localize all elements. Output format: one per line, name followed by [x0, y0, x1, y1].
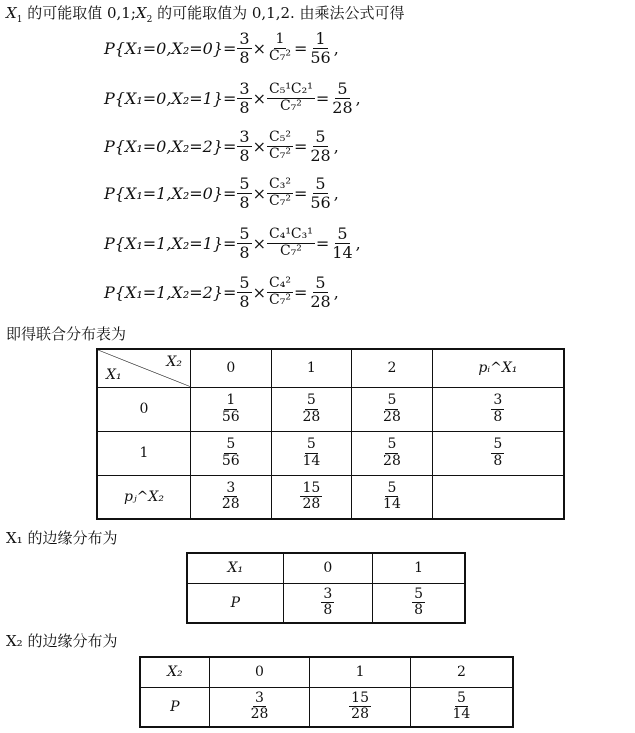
equation-lhs: P{X₁=1,X₂=2}=: [104, 282, 237, 302]
intro-text-1: 的可能取值 0,1;: [22, 4, 136, 22]
equals-sign: =: [293, 136, 308, 156]
joint-head-1: 1: [271, 349, 352, 387]
times-sign: ×: [252, 183, 266, 203]
fraction-numerator: 5: [414, 585, 424, 602]
fraction-denominator: 56: [310, 192, 331, 212]
intro-text-2: 的可能取值为 0,1,2. 由乘法公式可得: [152, 4, 405, 22]
equation-lhs: P{X₁=0,X₂=2}=: [104, 136, 237, 156]
m2-title: X₂ 的边缘分布为: [6, 632, 118, 650]
cell-fraction: [300, 393, 322, 425]
cell-fraction: [412, 587, 425, 619]
joint-head-2: 2: [352, 349, 433, 387]
marginal-header-row: [187, 553, 465, 583]
fraction-numerator: 15: [351, 689, 369, 706]
joint-cell: [191, 387, 272, 431]
equation-factor: [237, 30, 251, 66]
equals-sign: =: [293, 38, 308, 58]
fraction-numerator: 5: [306, 436, 316, 453]
joint-corner-cell: [97, 349, 191, 387]
equation-result: [330, 225, 354, 261]
fraction-numerator: 15: [302, 479, 321, 496]
joint-cell: [271, 387, 352, 431]
combination-fraction: [267, 276, 293, 308]
fraction-denominator: C₇²: [269, 47, 291, 64]
fraction-denominator: 28: [383, 452, 401, 469]
equation-result: [308, 30, 332, 66]
equation-comma: ,: [333, 282, 339, 302]
joint-row-label: 1: [97, 431, 191, 475]
equals-sign: =: [315, 88, 330, 108]
cell-fraction: [220, 481, 242, 513]
fraction-numerator: 3: [493, 392, 503, 409]
fraction-numerator: C₅¹C₂¹: [269, 81, 313, 98]
fraction-numerator: 5: [493, 436, 503, 453]
cell-fraction: [300, 481, 322, 513]
fraction-denominator: 56: [221, 452, 240, 469]
joint-title: 即得联合分布表为: [6, 325, 127, 343]
marginal-head-cell: 0: [283, 553, 373, 583]
fraction-denominator: 28: [310, 145, 331, 165]
fraction-denominator: C₇²: [269, 192, 291, 209]
equation-comma: ,: [333, 38, 339, 58]
fraction-numerator: 5: [387, 479, 397, 496]
joint-row-0: [97, 387, 564, 431]
fraction-numerator: 5: [239, 173, 250, 193]
equation-5: [104, 270, 339, 314]
equation-lhs: P{X₁=0,X₂=0}=: [104, 38, 237, 58]
marginal-head-cell: 2: [410, 657, 513, 687]
fraction-numerator: 3: [239, 126, 250, 146]
fraction-denominator: 8: [493, 452, 503, 469]
equation-comma: ,: [355, 88, 361, 108]
marginal-prob-cell: [283, 583, 373, 623]
fraction-denominator: 8: [323, 602, 333, 619]
fraction-denominator: 8: [239, 291, 250, 311]
fraction-numerator: 5: [315, 272, 326, 292]
marginal-prob-cell: [410, 687, 513, 727]
marginal-head-cell: X₁: [187, 553, 283, 583]
fraction-denominator: 28: [302, 408, 321, 425]
joint-head-marginal: pᵢ^X₁: [432, 349, 564, 387]
marginal-head-cell: 1: [373, 553, 465, 583]
fraction-numerator: 5: [456, 689, 466, 706]
fraction-numerator: 5: [239, 272, 250, 292]
fraction-denominator: 28: [383, 408, 401, 425]
combination-fraction: [267, 32, 293, 64]
marginal-prob-cell: [209, 687, 310, 727]
x2-sub: 2: [146, 15, 153, 25]
equation-lhs: P{X₁=1,X₂=1}=: [104, 233, 237, 253]
times-sign: ×: [252, 282, 266, 302]
cell-fraction: [220, 437, 242, 469]
fraction-denominator: C₇²: [269, 291, 291, 308]
fraction-denominator: 28: [221, 496, 240, 513]
equation-comma: ,: [333, 183, 339, 203]
cell-fraction: [349, 691, 371, 723]
equation-result: [308, 274, 332, 310]
equation-comma: ,: [355, 233, 361, 253]
fraction-numerator: 1: [226, 392, 236, 409]
intro-line: [6, 2, 405, 25]
equation-factor: [237, 175, 251, 211]
fraction-denominator: C₇²: [279, 242, 302, 259]
fraction-denominator: 14: [302, 452, 321, 469]
fraction-numerator: 3: [226, 479, 236, 496]
fraction-numerator: C₄¹C₃¹: [269, 226, 313, 243]
x1-sub: 1: [16, 15, 23, 25]
equation-factor: [237, 80, 251, 116]
fraction-numerator: C₄²: [269, 275, 291, 292]
x1-symbol: X: [6, 4, 17, 22]
combination-fraction: [267, 227, 315, 259]
equation-factor: [237, 274, 251, 310]
fraction-denominator: 56: [221, 408, 240, 425]
equation-factor: [237, 225, 251, 261]
fraction-denominator: 14: [383, 496, 401, 513]
joint-cell: [191, 475, 272, 519]
fraction-numerator: 1: [315, 28, 326, 48]
corner-x2-label: X₂: [166, 354, 182, 370]
joint-row-2: [97, 475, 564, 519]
fraction-denominator: 8: [239, 242, 250, 262]
equation-result: [330, 80, 354, 116]
fraction-denominator: 8: [414, 602, 424, 619]
joint-row-1: [97, 431, 564, 475]
fraction-numerator: 5: [306, 392, 316, 409]
equation-0: [104, 26, 339, 70]
equals-sign: =: [293, 183, 308, 203]
joint-row-label: 0: [97, 387, 191, 431]
fraction-denominator: 28: [332, 97, 353, 117]
fraction-denominator: C₇²: [269, 145, 291, 162]
equation-2: [104, 124, 339, 168]
fraction-numerator: 5: [226, 436, 236, 453]
fraction-numerator: 5: [239, 223, 250, 243]
fraction-denominator: 8: [239, 47, 250, 67]
marginal-head-cell: 1: [310, 657, 411, 687]
equation-factor: [237, 128, 251, 164]
marginal-prob-row: [187, 583, 465, 623]
equation-result: [308, 128, 332, 164]
marginal-head-cell: 0: [209, 657, 310, 687]
joint-header-row: [97, 349, 564, 387]
fraction-denominator: 28: [250, 706, 269, 723]
joint-cell: [432, 431, 564, 475]
joint-cell: [271, 431, 352, 475]
x1-marginal-table: [186, 552, 466, 624]
fraction-denominator: C₇²: [279, 97, 302, 114]
x2-symbol: X: [135, 4, 147, 22]
cell-fraction: [491, 437, 504, 469]
equals-sign: =: [315, 233, 330, 253]
fraction-denominator: 14: [332, 242, 353, 262]
cell-fraction: [249, 691, 271, 723]
cell-fraction: [381, 437, 403, 469]
marginal-header-row: [140, 657, 513, 687]
joint-cell: [352, 387, 433, 431]
fraction-numerator: 3: [239, 28, 250, 48]
marginal-head-cell: X₂: [140, 657, 209, 687]
fraction-denominator: 28: [302, 496, 321, 513]
fraction-numerator: 5: [337, 78, 348, 98]
equation-lhs: P{X₁=1,X₂=0}=: [104, 183, 237, 203]
fraction-numerator: 5: [315, 126, 326, 146]
cell-fraction: [381, 393, 403, 425]
times-sign: ×: [252, 136, 266, 156]
fraction-numerator: 3: [323, 585, 333, 602]
fraction-numerator: 1: [275, 31, 285, 48]
joint-cell: [352, 431, 433, 475]
equation-3: [104, 171, 339, 215]
fraction-denominator: 56: [310, 47, 331, 67]
fraction-numerator: 5: [315, 173, 326, 193]
combination-fraction: [267, 177, 293, 209]
fraction-denominator: 28: [310, 291, 331, 311]
fraction-denominator: 14: [452, 706, 471, 723]
fraction-denominator: 28: [351, 706, 369, 723]
cell-fraction: [451, 691, 473, 723]
cell-fraction: [491, 393, 504, 425]
equation-1: [104, 76, 361, 120]
equation-comma: ,: [333, 136, 339, 156]
fraction-numerator: 5: [387, 392, 397, 409]
fraction-numerator: 3: [239, 78, 250, 98]
joint-row-label: pⱼ^X₂: [97, 475, 191, 519]
cell-fraction: [321, 587, 334, 619]
times-sign: ×: [252, 88, 266, 108]
joint-cell: [432, 475, 564, 519]
joint-distribution-table: [96, 348, 565, 520]
times-sign: ×: [252, 233, 266, 253]
fraction-numerator: C₅²: [269, 129, 291, 146]
fraction-numerator: 5: [387, 436, 397, 453]
fraction-denominator: 8: [239, 97, 250, 117]
cell-fraction: [300, 437, 322, 469]
cell-fraction: [381, 481, 403, 513]
fraction-denominator: 8: [493, 408, 503, 425]
joint-head-0: 0: [191, 349, 272, 387]
x2-marginal-table: [139, 656, 514, 728]
equation-result: [308, 175, 332, 211]
combination-fraction: [267, 82, 315, 114]
marginal-p-label: P: [140, 687, 209, 727]
joint-cell: [191, 431, 272, 475]
joint-cell: [271, 475, 352, 519]
fraction-numerator: 3: [255, 689, 264, 706]
fraction-denominator: 8: [239, 145, 250, 165]
corner-x1-label: X₁: [106, 366, 122, 383]
equation-4: [104, 221, 361, 265]
equals-sign: =: [293, 282, 308, 302]
joint-cell: [432, 387, 564, 431]
joint-cell: [352, 475, 433, 519]
marginal-prob-cell: [310, 687, 411, 727]
fraction-numerator: C₃²: [269, 176, 291, 193]
cell-fraction: [220, 393, 242, 425]
equation-lhs: P{X₁=0,X₂=1}=: [104, 88, 237, 108]
marginal-p-label: P: [187, 583, 283, 623]
marginal-prob-cell: [373, 583, 465, 623]
m1-title: X₁ 的边缘分布为: [6, 529, 118, 547]
combination-fraction: [267, 130, 293, 162]
marginal-prob-row: [140, 687, 513, 727]
fraction-numerator: 5: [337, 223, 348, 243]
fraction-denominator: 8: [239, 192, 250, 212]
times-sign: ×: [252, 38, 266, 58]
